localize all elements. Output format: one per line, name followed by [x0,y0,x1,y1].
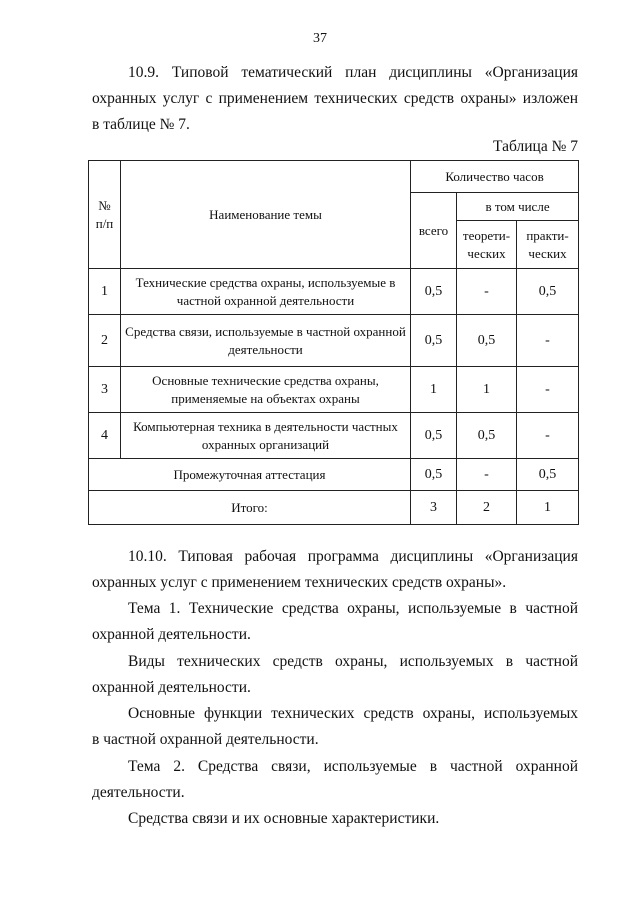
interim-total: 0,5 [411,459,457,491]
topic2-heading [92,754,578,806]
header-total: всего [411,193,457,269]
paragraph-line: охранных услуг с применением технических средств охраны». [92,574,507,591]
topic1-heading [92,596,578,648]
total-row [89,491,579,525]
row-topic: Основные технические средства охраны, применяемые на объектах охраны [121,367,411,413]
row-theory: - [457,269,517,315]
table-row [89,315,579,367]
interim-theory: - [457,459,517,491]
thematic-plan-table [88,160,579,525]
paragraph-line: Основные функции технических средств охраны, используемых [128,705,578,722]
paragraph-line: 10.10. Типовая рабочая программа дисциплины «Организация [128,548,578,565]
header-number: № п/п [89,161,121,269]
intro-line: охранных услуг с применением технических средств охраны» изложен [92,90,578,107]
row-practice: 0,5 [517,269,579,315]
header-topic-name: Наименование темы [121,161,411,269]
paragraph-line: охранной деятельности. [92,626,251,643]
total-theory: 2 [457,491,517,525]
total-total: 3 [411,491,457,525]
intro-line: в таблице № 7. [92,116,190,133]
header-theory: теорети-ческих [457,221,517,269]
row-number: 2 [89,315,121,367]
page-number: 37 [313,31,327,46]
intro-paragraph [92,60,578,138]
total-label: Итого: [89,491,411,525]
paragraph-line: деятельности. [92,784,185,801]
paragraph-line: Тема 2. Средства связи, используемые в частной охранной [128,758,578,775]
row-practice: - [517,367,579,413]
header-practice: практи-ческих [517,221,579,269]
paragraph-line: Тема 1. Технические средства охраны, используемые в частной [128,600,578,617]
topic1-functions [92,701,578,753]
row-total: 1 [411,367,457,413]
row-practice: - [517,315,579,367]
row-total: 0,5 [411,413,457,459]
row-theory: 1 [457,367,517,413]
topic2-means [92,806,578,832]
row-total: 0,5 [411,269,457,315]
row-total: 0,5 [411,315,457,367]
total-practice: 1 [517,491,579,525]
paragraph-line: Виды технических средств охраны, используемых в частной [128,653,578,670]
header-hours: Количество часов [411,161,579,193]
row-number: 1 [89,269,121,315]
table-row [89,413,579,459]
program-paragraph [92,544,578,596]
intro-line: 10.9. Типовой тематический план дисциплины «Организация [128,64,578,81]
table-row [89,367,579,413]
row-number: 4 [89,413,121,459]
interim-row [89,459,579,491]
row-theory: 0,5 [457,315,517,367]
table-caption: Таблица № 7 [493,138,578,155]
interim-practice: 0,5 [517,459,579,491]
table-row [89,269,579,315]
row-topic: Технические средства охраны, используемые в частной охранной деятельности [121,269,411,315]
topic1-kinds [92,649,578,701]
paragraph-line: в частной охранной деятельности. [92,731,319,748]
paragraph-line: охранной деятельности. [92,679,251,696]
header-including: в том числе [457,193,579,221]
row-topic: Компьютерная техника в деятельности частных охранных организаций [121,413,411,459]
interim-label: Промежуточная аттестация [89,459,411,491]
row-practice: - [517,413,579,459]
row-theory: 0,5 [457,413,517,459]
row-number: 3 [89,367,121,413]
row-topic: Средства связи, используемые в частной охранной деятельности [121,315,411,367]
paragraph-line: Средства связи и их основные характеристики. [128,810,440,827]
